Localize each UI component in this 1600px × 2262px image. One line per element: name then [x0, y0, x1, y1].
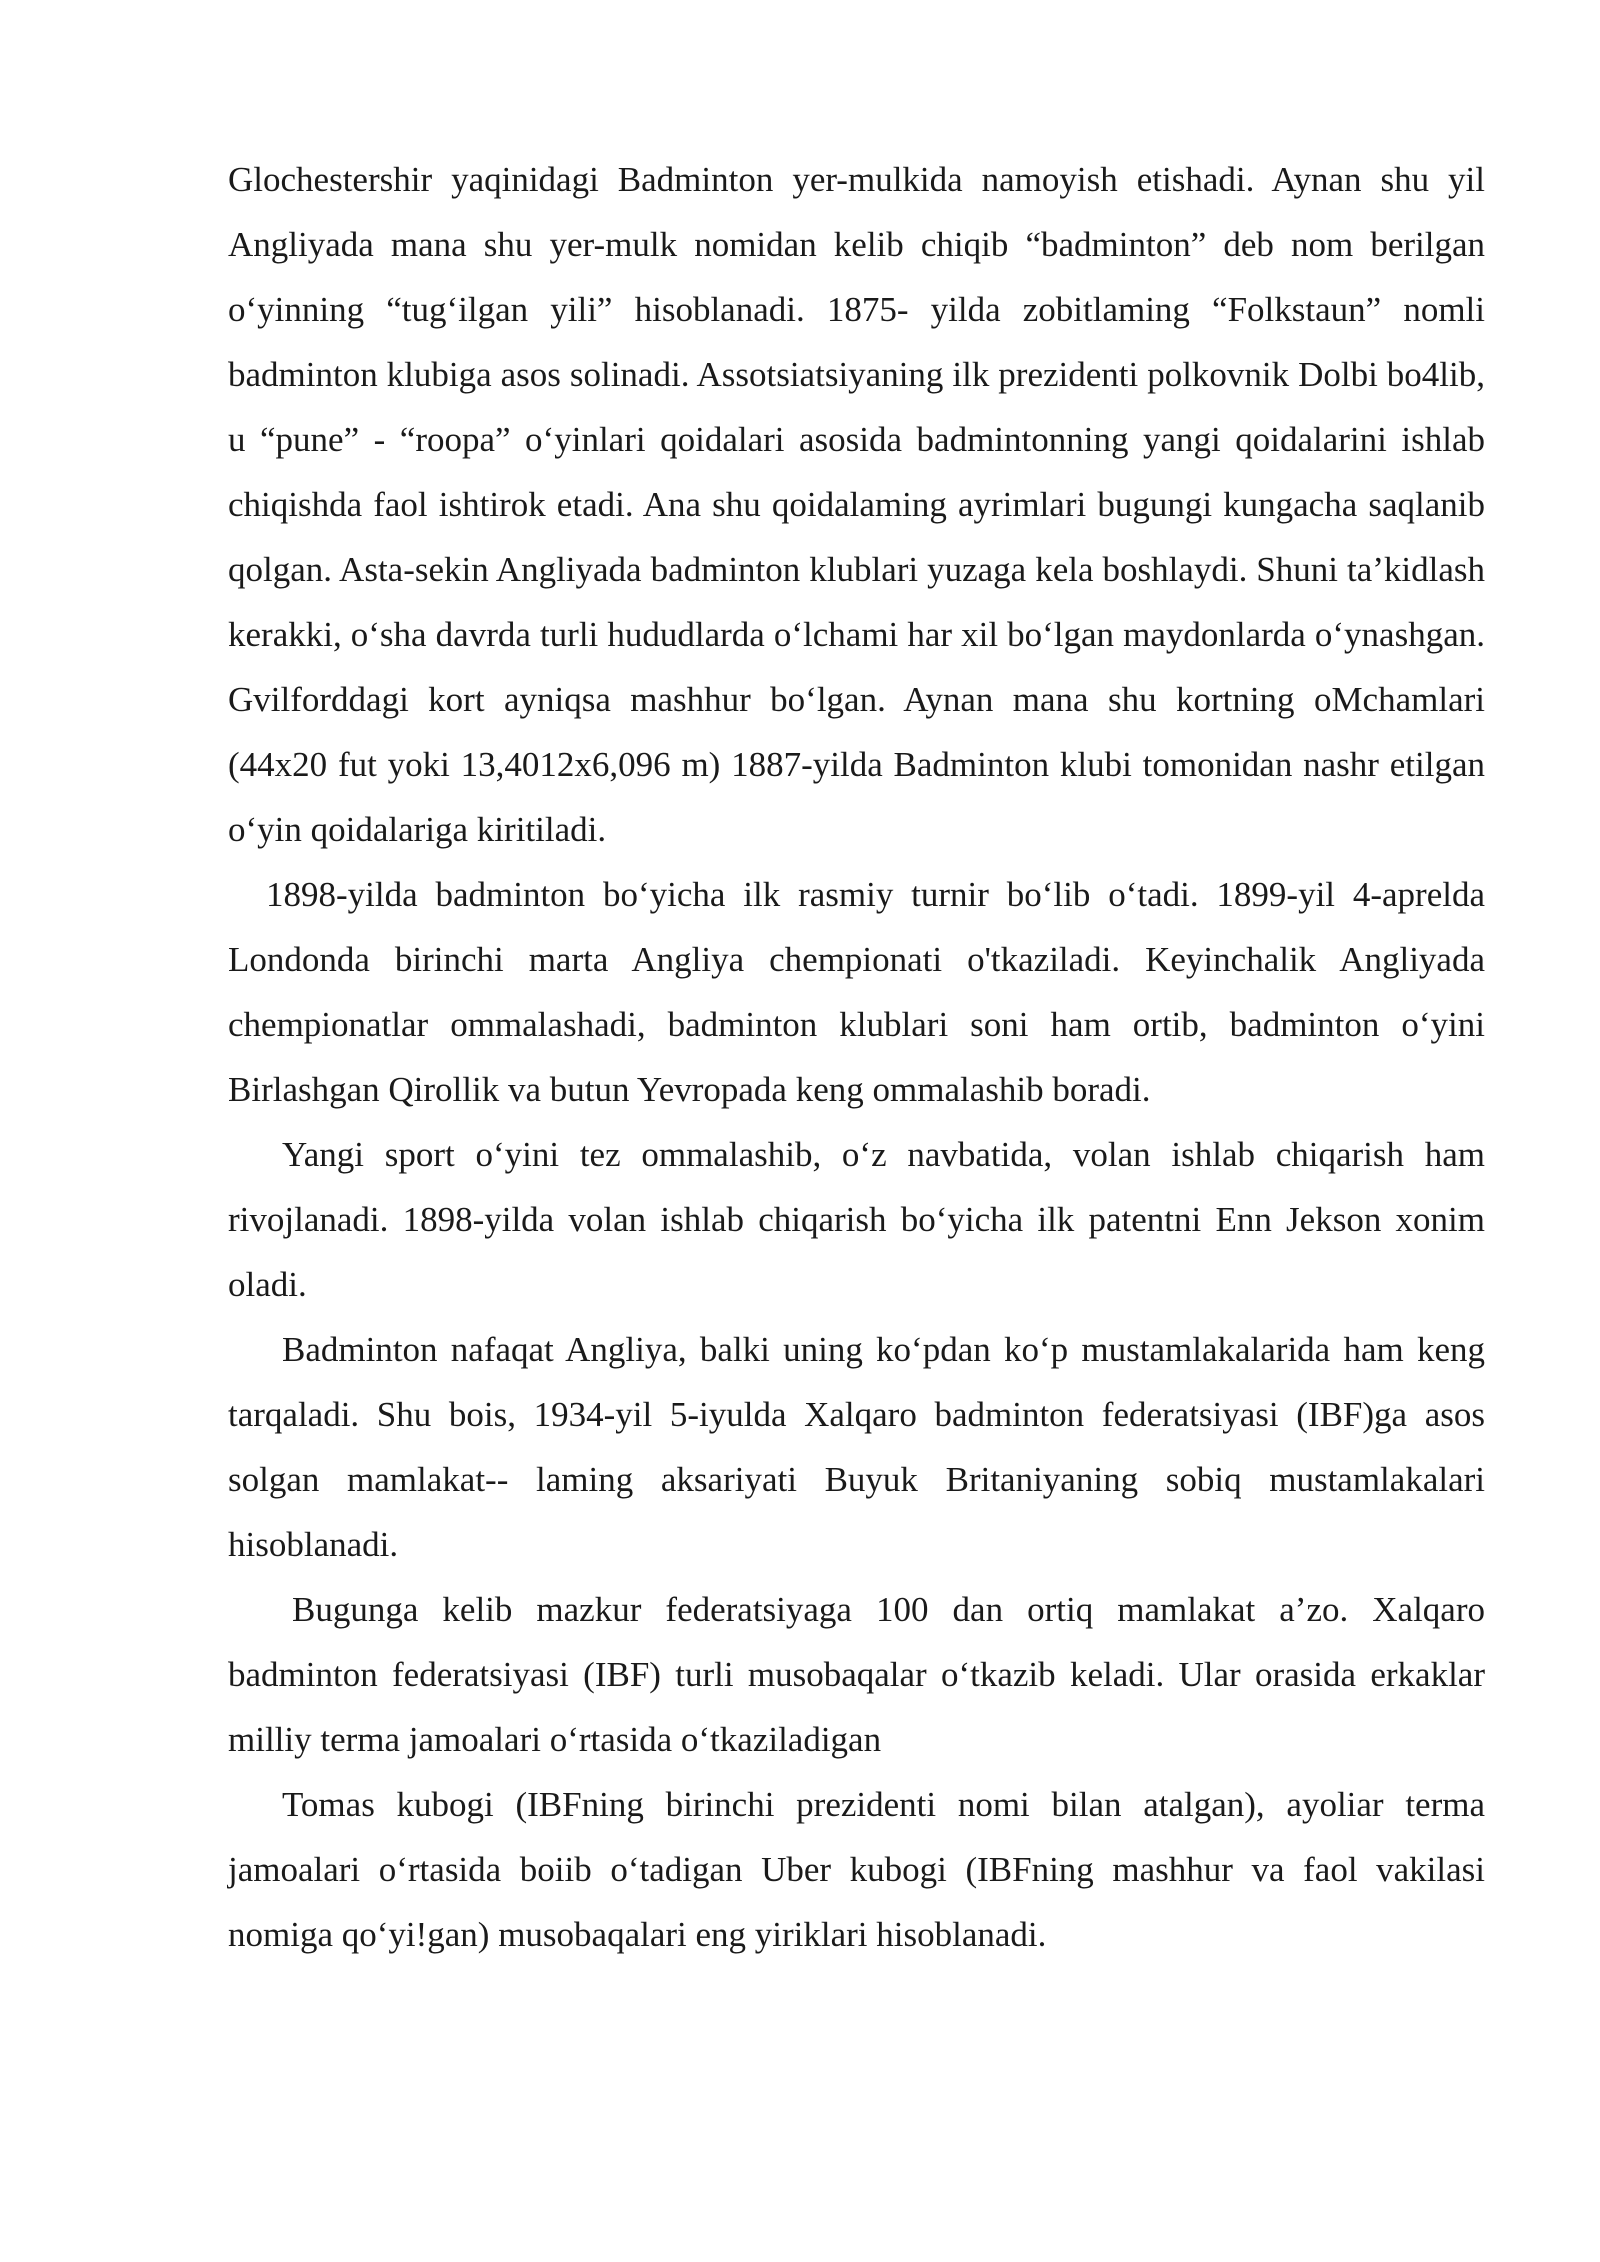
paragraph-2: 1898-yilda badminton bo‘yicha ilk rasmiy turnir bo‘lib o‘tadi. 1899-yil 4-aprelda Londonda birinchi marta Angliya chempionati o'tkaziladi. Keyinchalik Angliyada chempionatlar ommalashadi, badminton klublari soni ham ortib, badminton o‘yini Birlashgan Qirollik va butun Yevropada keng ommalashib boradi.	[228, 875, 1485, 1109]
paragraph-1: Glochestershir yaqinidagi Badminton yer-mulkida namoyish etishadi. Aynan shu yil Angliyada mana shu yer-mulk nomidan kelib chiqib “badminton” deb nom berilgan o‘yinning “tug‘ilgan yili” hisoblanadi. 1875- yilda zobitlaming “Folkstaun” nomli badminton klubiga asos solinadi. Assotsiatsiyaning ilk prezidenti polkovnik Dolbi bo4lib, u “pune” - “roopa” o‘yinlari qoidalari asosida badmintonning yangi qoidalarini ishlab chiqishda faol ishtirok etadi. Ana shu qoidalaming ayrimlari bugungi kungacha saqlanib qolgan. Asta-sekin Angliyada badminton klublari yuzaga kela boshlaydi. Shuni ta’kidlash kerakki, o‘sha davrda turli hududlarda o‘lchami har xil bo‘lgan maydonlarda o‘ynashgan. Gvilforddagi kort ayniqsa mashhur bo‘lgan. Aynan mana shu kortning oMchamlari (44x20 fut yoki 13,4012x6,096 m) 1887-yilda Badminton klubi tomonidan nashr etilgan o‘yin qoidalariga kiritiladi.	[228, 160, 1485, 849]
paragraph-6: Tomas kubogi (IBFning birinchi prezidenti nomi bilan atalgan), ayoliar terma jamoalari o‘rtasida boiib o‘tadigan Uber kubogi (IBFning mashhur va faol vakilasi nomiga qo‘yi!gan) musobaqalari eng yiriklari hisoblanadi.	[228, 1785, 1485, 1954]
paragraph-3: Yangi sport o‘yini tez ommalashib, o‘z navbatida, volan ishlab chiqarish ham rivojlanadi. 1898-yilda volan ishlab chiqarish bo‘yicha ilk patentni Enn Jekson xonim oladi.	[228, 1135, 1485, 1304]
document-body	[228, 147, 1485, 1967]
paragraph-5: Bugunga kelib mazkur federatsiyaga 100 dan ortiq mamlakat a’zo. Xalqaro badminton federatsiyasi (IBF) turli musobaqalar o‘tkazib keladi. Ular orasida erkaklar milliy terma jamoalari o‘rtasida o‘tkaziladigan	[228, 1590, 1485, 1759]
paragraph-4: Badminton nafaqat Angliya, balki uning ko‘pdan ko‘p mustamlakalarida ham keng tarqaladi. Shu bois, 1934-yil 5-iyulda Xalqaro badminton federatsiyasi (IBF)ga asos solgan mamlakat-- laming aksariyati Buyuk Britaniyaning sobiq mustamlakalari hisoblanadi.	[228, 1330, 1485, 1564]
